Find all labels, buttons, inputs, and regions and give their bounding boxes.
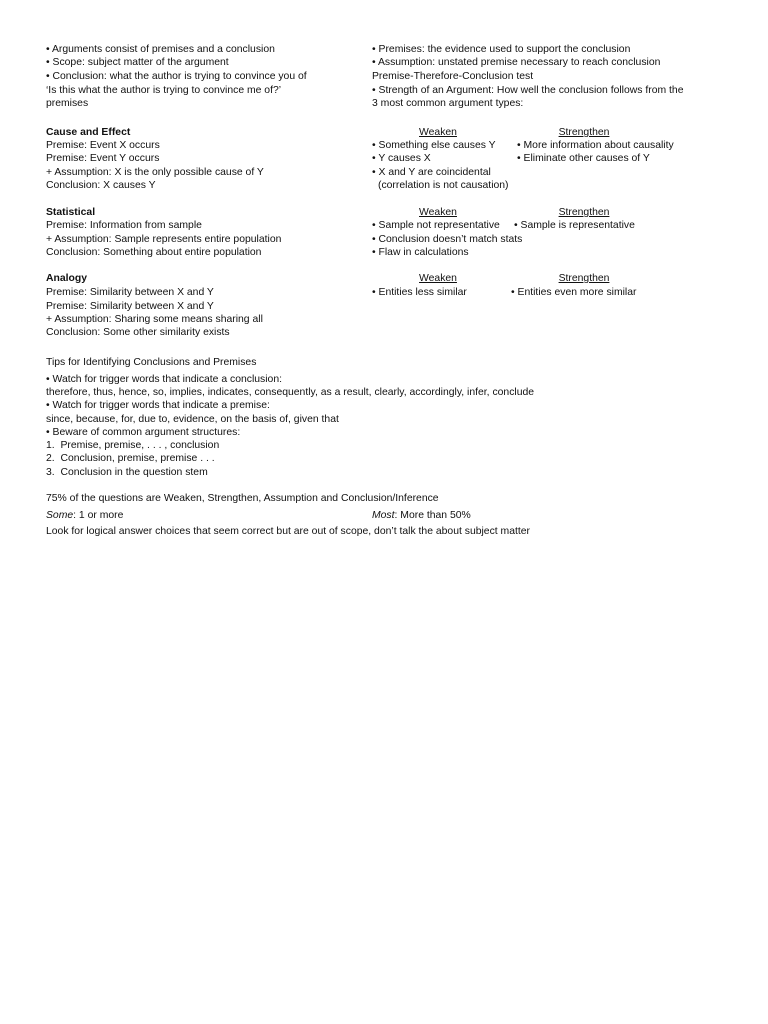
intro-left-line-1: • Arguments consist of premises and a conclusion — [46, 44, 275, 55]
cause-effect-line-2: Premise: Event Y occurs — [46, 153, 160, 164]
intro-right-line-1: • Premises: the evidence used to support the conclusion — [372, 44, 631, 55]
statistical-line-2: + Assumption: Sample represents entire population — [46, 234, 282, 245]
analogy-line-3: + Assumption: Sharing some means sharing all — [46, 314, 263, 325]
intro-right-line-5: 3 most common argument types: — [372, 98, 524, 109]
analogy-weaken-1: • Entities less similar — [372, 287, 467, 298]
tips-line-7: 2. Conclusion, premise, premise . . . — [46, 453, 215, 464]
tips-line-8: 3. Conclusion in the question stem — [46, 467, 208, 478]
analogy-line-1: Premise: Similarity between X and Y — [46, 287, 214, 298]
questions-percentage-line: 75% of the questions are Weaken, Strengthen, Assumption and Conclusion/Inference — [46, 493, 439, 504]
some-label: Some — [46, 510, 74, 521]
intro-left-line-2: • Scope: subject matter of the argument — [46, 57, 229, 68]
intro-right-line-4: • Strength of an Argument: How well the conclusion follows from the — [372, 85, 684, 96]
analogy-line-4: Conclusion: Some other similarity exists — [46, 327, 230, 338]
tips-line-1: • Watch for trigger words that indicate a conclusion: — [46, 374, 282, 385]
statistical-title: Statistical — [46, 207, 96, 218]
analogy-strengthen-header: Strengthen — [558, 273, 610, 284]
tips-title: Tips for Identifying Conclusions and Premises — [46, 357, 257, 368]
intro-right-line-2: • Assumption: unstated premise necessary to reach conclusion — [372, 57, 661, 68]
most-label: Most — [372, 510, 395, 521]
cause-effect-weaken-header: Weaken — [419, 127, 457, 138]
statistical-strengthen-header: Strengthen — [558, 207, 610, 218]
tips-line-4: since, because, for, due to, evidence, on the basis of, given that — [46, 414, 339, 425]
cause-effect-line-1: Premise: Event X occurs — [46, 140, 160, 151]
cause-effect-strengthen-2: • Eliminate other causes of Y — [517, 153, 650, 164]
analogy-strengthen-1: • Entities even more similar — [511, 287, 637, 298]
cause-effect-strengthen-header: Strengthen — [558, 127, 610, 138]
statistical-weaken-header: Weaken — [419, 207, 457, 218]
statistical-line-1: Premise: Information from sample — [46, 220, 202, 231]
cause-effect-line-3: + Assumption: X is the only possible cause of Y — [46, 167, 264, 178]
tips-line-3: • Watch for trigger words that indicate a premise: — [46, 400, 270, 411]
statistical-strengthen-1: • Sample is representative — [514, 220, 635, 231]
tips-line-5: • Beware of common argument structures: — [46, 427, 241, 438]
intro-right-line-3: Premise-Therefore-Conclusion test — [372, 71, 534, 82]
most-text: : More than 50% — [394, 510, 471, 521]
statistical-weaken-2: • Conclusion doesn’t match stats — [372, 234, 523, 245]
out-of-scope-tip: Look for logical answer choices that seem correct but are out of scope, don’t talk the about subject matter — [46, 526, 531, 537]
cause-effect-title: Cause and Effect — [46, 127, 131, 138]
tips-line-2: therefore, thus, hence, so, implies, indicates, consequently, as a result, clearly, accordingly, infer, conclude — [46, 387, 535, 398]
intro-left-line-3: • Conclusion: what the author is trying to convince you of — [46, 71, 307, 82]
cause-effect-weaken-4: (correlation is not causation) — [378, 180, 509, 191]
cause-effect-weaken-3: • X and Y are coincidental — [372, 167, 491, 178]
statistical-line-3: Conclusion: Something about entire population — [46, 247, 262, 258]
analogy-line-2: Premise: Similarity between X and Y — [46, 301, 214, 312]
intro-left-line-5: premises — [46, 98, 89, 109]
tips-line-6: 1. Premise, premise, . . . , conclusion — [46, 440, 220, 451]
some-definition — [46, 509, 123, 522]
statistical-weaken-1: • Sample not representative — [372, 220, 500, 231]
cause-effect-line-4: Conclusion: X causes Y — [46, 180, 156, 191]
analogy-title: Analogy — [46, 273, 87, 284]
some-text: : 1 or more — [73, 510, 124, 521]
cause-effect-weaken-1: • Something else causes Y — [372, 140, 496, 151]
analogy-weaken-header: Weaken — [419, 273, 457, 284]
statistical-weaken-3: • Flaw in calculations — [372, 247, 469, 258]
cause-effect-weaken-2: • Y causes X — [372, 153, 431, 164]
cause-effect-strengthen-1: • More information about causality — [517, 140, 674, 151]
most-definition — [372, 509, 471, 522]
intro-left-line-4: ‘Is this what the author is trying to convince me of?’ — [46, 85, 282, 96]
